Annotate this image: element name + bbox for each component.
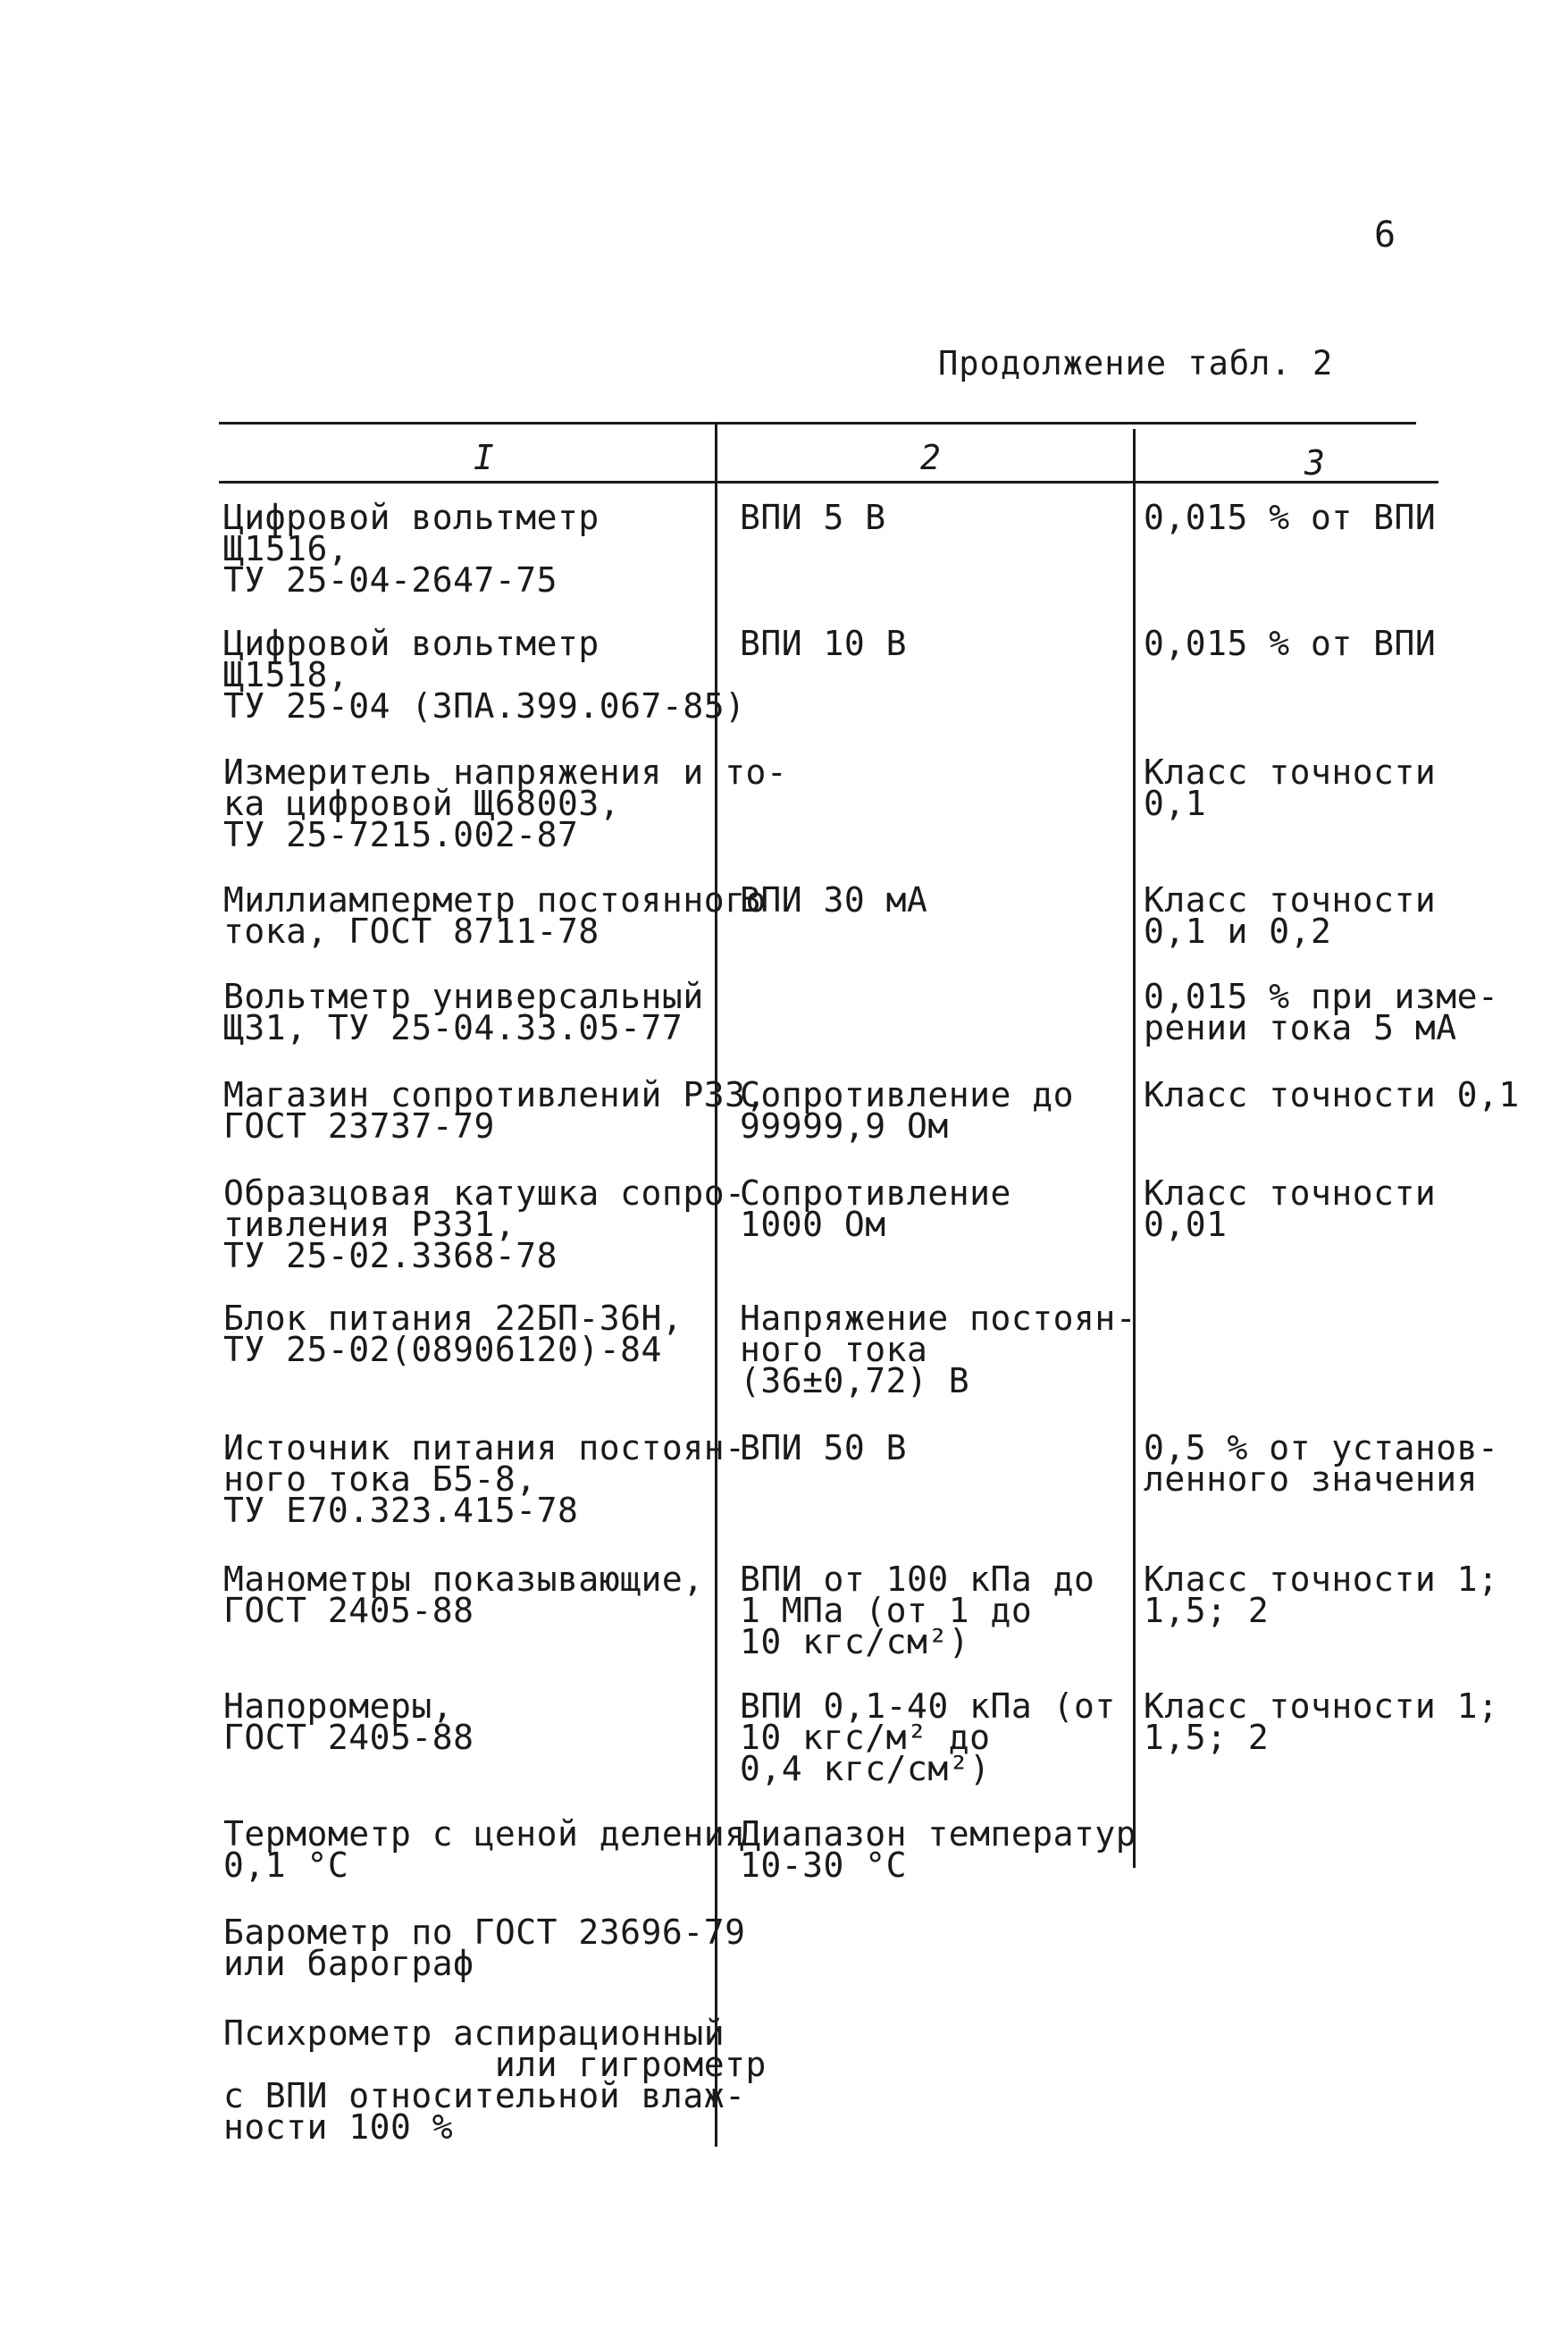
instrument-name: Измеритель напряжения и то- ка цифровой Щ68003, ТУ 25-7215.002-87 (223, 753, 788, 854)
measurement-range: ВПИ 5 В (740, 498, 886, 537)
instrument-name: Вольтметр универсальный Щ31, ТУ 25-04.33.05-77 (223, 977, 704, 1047)
instrument-name: Барометр по ГОСТ 23696-79 или барограф (223, 1913, 746, 1983)
column-header-3: 3 (1304, 443, 1325, 483)
header-top-rule (219, 422, 1416, 425)
measurement-range: ВПИ 0,1-40 кПа (от 10 кгс/м² до 0,4 кгс/см²) (740, 1686, 1116, 1788)
measurement-range: ВПИ от 100 кПа до 1 МПа (от 1 до 10 кгс/см²) (740, 1560, 1095, 1661)
column-header-1: I (474, 438, 494, 477)
accuracy: Класс точности 0,01 (1144, 1173, 1437, 1244)
column-divider-2 (1133, 429, 1136, 1868)
accuracy: Класс точности 0,1 и 0,2 (1144, 880, 1437, 951)
instrument-name: Цифровой вольтметр Щ1518, ТУ 25-04 (ЗПА.399.067-85) (223, 624, 746, 726)
accuracy: 0,015 % от ВПИ (1144, 624, 1437, 663)
instrument-name: Источник питания постоян- ного тока Б5-8, ТУ Е70.323.415-78 (223, 1428, 746, 1530)
measurement-range: ВПИ 10 В (740, 624, 908, 663)
measurement-range: ВПИ 50 В (740, 1428, 908, 1467)
header-bottom-rule (219, 481, 1438, 483)
measurement-range: Сопротивление 1000 Ом (740, 1173, 1011, 1244)
instrument-name: Термометр с ценой деления 0,1 °С (223, 1814, 746, 1885)
instrument-name: Магазин сопротивлений Р33, ГОСТ 23737-79 (223, 1075, 767, 1146)
instrument-name: Психрометр аспирационный или гигрометр с ВПИ относительной влаж- ности 100 % (223, 2014, 767, 2147)
table-caption: Продолжение табл. 2 (938, 344, 1334, 383)
measurement-range: Напряжение постоян- ного тока (36±0,72) В (740, 1299, 1137, 1400)
accuracy: 0,5 % от установ- ленного значения (1144, 1428, 1499, 1499)
accuracy: Класс точности 0,1 (1144, 1075, 1520, 1114)
accuracy: 0,015 % от ВПИ (1144, 498, 1437, 537)
instrument-name: Манометры показывающие, ГОСТ 2405-88 (223, 1560, 704, 1630)
instrument-name: Напоромеры, ГОСТ 2405-88 (223, 1686, 474, 1757)
instrument-name: Образцовая катушка сопро- тивления Р331, ТУ 25-02.3368-78 (223, 1173, 746, 1275)
page-number: 6 (1374, 214, 1396, 256)
measurement-range: ВПИ 30 мА (740, 880, 928, 920)
instrument-name: Блок питания 22БП-36Н, ТУ 25-02(08906120)-84 (223, 1299, 683, 1369)
accuracy: 0,015 % при изме- рении тока 5 мА (1144, 977, 1499, 1047)
measurement-range: Диапазон температур 10-30 °С (740, 1814, 1137, 1885)
accuracy: Класс точности 1; 1,5; 2 (1144, 1560, 1499, 1630)
instrument-name: Цифровой вольтметр Щ1516, ТУ 25-04-2647-75 (223, 498, 600, 600)
accuracy: Класс точности 0,1 (1144, 753, 1437, 823)
measurement-range: Сопротивление до 99999,9 Ом (740, 1075, 1075, 1146)
column-header-2: 2 (920, 438, 941, 477)
accuracy: Класс точности 1; 1,5; 2 (1144, 1686, 1499, 1757)
instrument-name: Миллиамперметр постоянного тока, ГОСТ 8711-78 (223, 880, 767, 951)
